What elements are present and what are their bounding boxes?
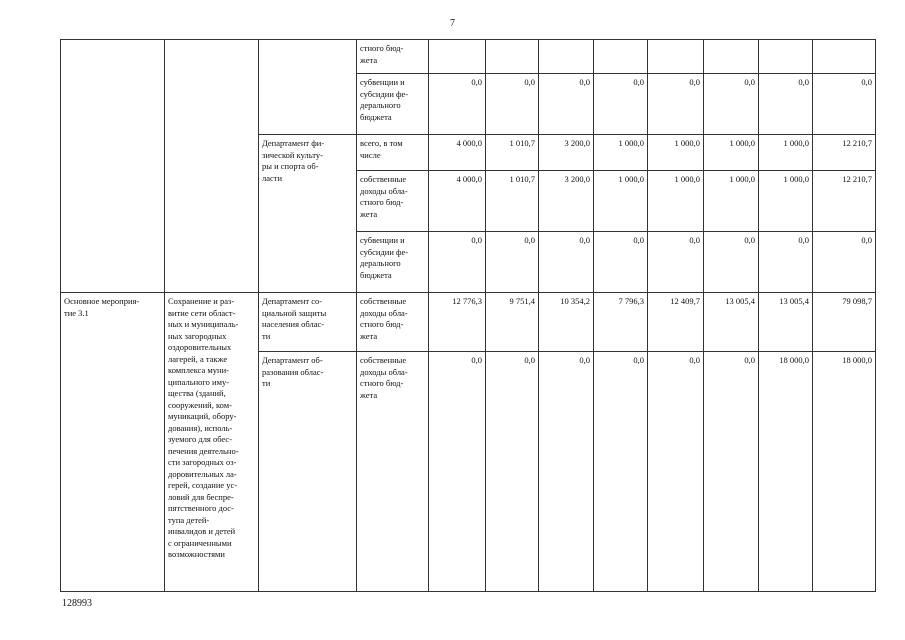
cell-value: 13 005,4: [704, 293, 759, 352]
cell-measure-empty: [61, 40, 165, 293]
cell-value: 0,0: [486, 352, 539, 592]
table-row: [61, 40, 876, 74]
cell-value: 0,0: [594, 74, 648, 135]
cell-value: 9 751,4: [486, 293, 539, 352]
cell-value: 10 354,2: [539, 293, 594, 352]
cell-value: 0,0: [704, 232, 759, 293]
cell-executor: Департамент со- циальной защиты населения облас- ти: [259, 293, 357, 352]
document-id: 128993: [62, 598, 92, 609]
cell-value: 0,0: [486, 74, 539, 135]
cell-value: 0,0: [429, 352, 486, 592]
cell-value: 1 010,7: [486, 135, 539, 171]
cell-value: 0,0: [539, 232, 594, 293]
cell-value: 0,0: [813, 232, 876, 293]
cell-source: собственные доходы обла- стного бюд- жета: [357, 171, 429, 232]
cell-value: [813, 40, 876, 74]
cell-description: Сохранение и раз- витие сети област- ных и муниципаль- ных загородных оздоровительных лагерей, а также комплекса муни- ципального иму- щества (зданий, сооружений, ком- муникаций, обору- дования), исполь- зуемого для обес- печения деятельно- сти загородных оз- доровительных ла- герей, создание ус- ловий для беспре- пятственного дос- тупа детей- инвалидов и детей с ограниченными возможностями: [165, 293, 259, 592]
cell-source: собственные доходы обла- стного бюд- жета: [357, 352, 429, 592]
cell-value: 0,0: [594, 352, 648, 592]
cell-value: [429, 40, 486, 74]
page-number: 7: [450, 18, 455, 29]
cell-value: 12 409,7: [648, 293, 704, 352]
cell-value: 12 776,3: [429, 293, 486, 352]
budget-table: [60, 39, 876, 592]
cell-value: 0,0: [539, 352, 594, 592]
cell-value: 0,0: [594, 232, 648, 293]
cell-value: 1 000,0: [648, 135, 704, 171]
cell-value: [594, 40, 648, 74]
cell-value: 3 200,0: [539, 171, 594, 232]
cell-source: субвенции и субсидии фе- дерального бюджета: [357, 74, 429, 135]
cell-value: 0,0: [648, 74, 704, 135]
cell-value: 0,0: [704, 352, 759, 592]
cell-value: 79 098,7: [813, 293, 876, 352]
cell-value: 18 000,0: [813, 352, 876, 592]
cell-value: [704, 40, 759, 74]
cell-description-empty: [165, 40, 259, 293]
cell-value: [648, 40, 704, 74]
cell-value: 1 000,0: [759, 171, 813, 232]
cell-value: 3 200,0: [539, 135, 594, 171]
cell-value: 0,0: [813, 74, 876, 135]
cell-executor: Департамент фи- зической культу- ры и спорта об- ласти: [259, 135, 357, 293]
cell-source: всего, в том числе: [357, 135, 429, 171]
cell-value: 12 210,7: [813, 135, 876, 171]
cell-value: 12 210,7: [813, 171, 876, 232]
cell-value: 1 000,0: [648, 171, 704, 232]
cell-value: 1 000,0: [594, 135, 648, 171]
cell-value: 0,0: [759, 74, 813, 135]
cell-value: 0,0: [759, 232, 813, 293]
cell-value: 13 005,4: [759, 293, 813, 352]
cell-value: 7 796,3: [594, 293, 648, 352]
cell-value: 4 000,0: [429, 171, 486, 232]
table-row: [61, 293, 876, 352]
cell-source: стного бюд- жета: [357, 40, 429, 74]
cell-source: субвенции и субсидии фе- дерального бюджета: [357, 232, 429, 293]
cell-executor-empty: [259, 40, 357, 135]
cell-value: 1 000,0: [704, 171, 759, 232]
cell-value: 0,0: [429, 74, 486, 135]
cell-value: 0,0: [539, 74, 594, 135]
cell-value: 18 000,0: [759, 352, 813, 592]
cell-value: 0,0: [486, 232, 539, 293]
cell-value: 0,0: [704, 74, 759, 135]
cell-value: 1 000,0: [759, 135, 813, 171]
cell-value: [539, 40, 594, 74]
cell-value: 1 000,0: [704, 135, 759, 171]
cell-executor: Департамент об- разования облас- ти: [259, 352, 357, 592]
cell-value: 0,0: [648, 232, 704, 293]
cell-value: [759, 40, 813, 74]
cell-value: 0,0: [648, 352, 704, 592]
cell-value: 1 000,0: [594, 171, 648, 232]
cell-value: 4 000,0: [429, 135, 486, 171]
cell-measure: Основное мероприя- тие 3.1: [61, 293, 165, 592]
cell-source: собственные доходы обла- стного бюд- жета: [357, 293, 429, 352]
cell-value: [486, 40, 539, 74]
cell-value: 1 010,7: [486, 171, 539, 232]
cell-value: 0,0: [429, 232, 486, 293]
